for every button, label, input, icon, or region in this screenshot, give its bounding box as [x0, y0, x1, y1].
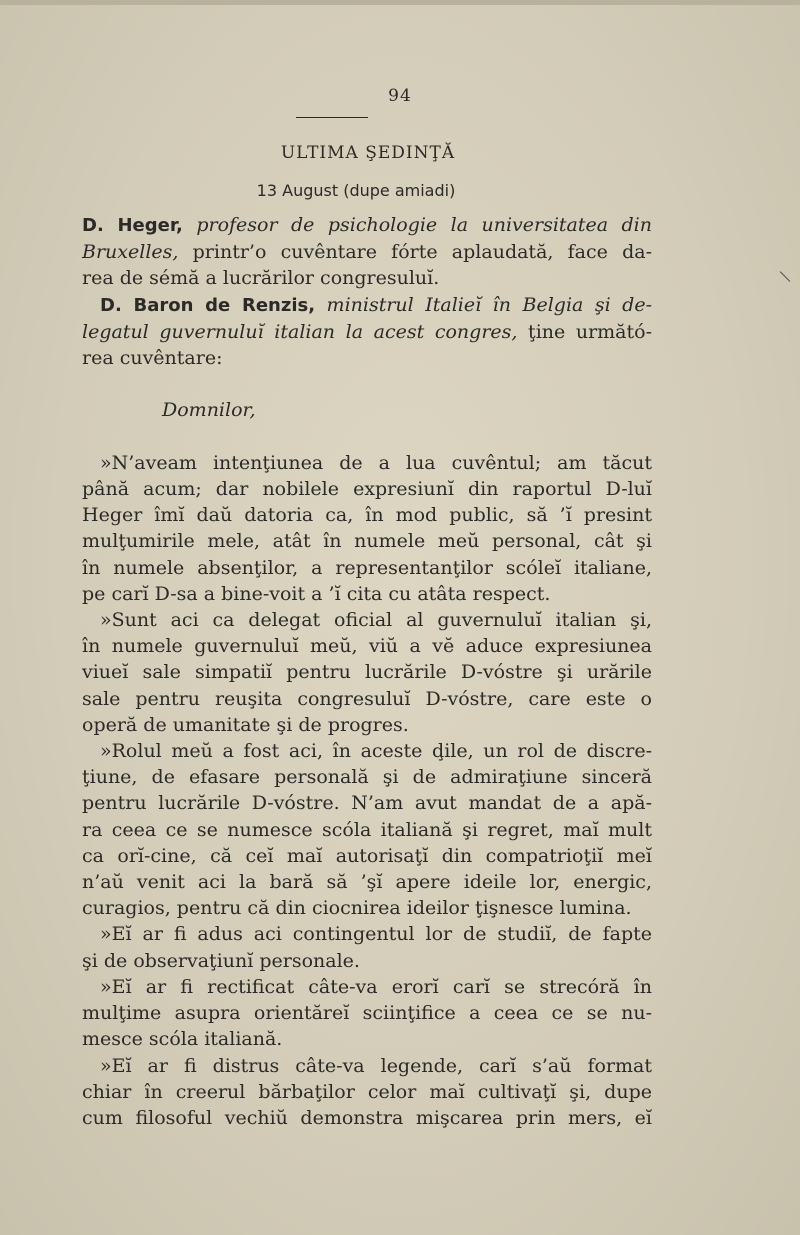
text-line: [82, 764, 652, 790]
plain-text: rea de sémă a lucrărilor congresuluĭ.: [82, 267, 440, 290]
text-line: [82, 921, 652, 947]
plain-text: până acum; dar nobilele expresiunĭ din raportul D-luĭ: [82, 478, 652, 501]
text-line: [82, 843, 652, 869]
italic-text: legatul guvernuluĭ italian la acest congres,: [82, 320, 518, 343]
plain-text: »Rolul meŭ a fost aci, în aceste ḑile, un rol de discre-: [100, 740, 652, 763]
text-line: [82, 1026, 652, 1052]
plain-text: ţiune, de efasare personală şi de admiraţiune sinceră: [82, 766, 652, 789]
plain-text: viueĭ sale simpatiĭ pentru lucrările D-vóstre şi urările: [82, 661, 652, 684]
text-line: [82, 319, 652, 345]
plain-text: pentru lucrările D-vóstre. N’am avut mandat de a apă-: [82, 792, 652, 815]
text-line: [82, 502, 652, 528]
text-line: [82, 476, 652, 502]
italic-text: Bruxelles,: [82, 241, 179, 264]
plain-text: sale pentru reuşita congresuluĭ D-vóstre, care este o: [82, 687, 652, 710]
text-line: [82, 817, 652, 843]
text-line: [82, 738, 652, 764]
plain-text: printr’o cuvêntare fórte aplaudată, face da-: [178, 241, 652, 264]
text-line: [82, 974, 652, 1000]
plain-text: curagios, pentru că din ciocnirea ideilor ţişnesce lumina.: [82, 897, 632, 920]
plain-text: mesce scóla italiană.: [82, 1028, 283, 1051]
text-line: [82, 555, 652, 581]
text-line: [82, 790, 652, 816]
text-line: [82, 607, 652, 633]
plain-text: în numele absenţilor, a representanţilor scóleĭ italiane,: [82, 556, 652, 579]
text-line: [82, 1079, 652, 1105]
plain-text: operă de umanitate şi de progres.: [82, 713, 409, 736]
plain-text: »Sunt aci ca delegat oficial al guvernuluĭ italian şi,: [100, 609, 652, 632]
plain-text: cum filosoful vechiŭ demonstra mişcarea prin mers, eĭ: [82, 1106, 652, 1129]
text-line: [82, 1000, 652, 1026]
text-line: [82, 212, 652, 239]
speaker-name: D. Baron de Renzis,: [100, 294, 316, 316]
salutation: Domnilor,: [162, 399, 256, 422]
plain-text: mulţime asupra orientăreĭ sciinţifice a ceea ce se nu-: [82, 1002, 652, 1025]
section-title: ULTIMA ŞEDINŢĂ: [280, 143, 456, 163]
plain-text: chiar în creerul bărbaţilor celor maĭ cultivaţĭ şi, dupe: [82, 1080, 652, 1103]
text-line: [82, 1053, 652, 1079]
page-number: 94: [388, 86, 412, 106]
text-line: [82, 424, 652, 450]
margin-mark: [780, 271, 791, 282]
italic-text: ministrul Italieĭ în Belgia şi de-: [315, 293, 652, 316]
text-line: [82, 528, 652, 554]
plain-text: în numele guvernuluĭ meŭ, viŭ a vĕ aduce expresiunea: [82, 635, 652, 658]
plain-text: »Eĭ ar fi rectificat câte-va erorĭ carĭ se strecóră în: [100, 975, 652, 998]
text-line: [82, 633, 652, 659]
text-line: [82, 659, 652, 685]
plain-text: Heger îmĭ daŭ datoria ca, în mod public, să ’ĭ presint: [82, 504, 652, 527]
text-line: [82, 686, 652, 712]
text-line: [82, 1105, 652, 1131]
plain-text: »Eĭ ar fi adus aci contingentul lor de studiĭ, de fapte: [100, 923, 652, 946]
text-line: [82, 345, 652, 371]
text-line: [82, 712, 652, 738]
text-line: [82, 450, 652, 476]
plain-text: rea cuvêntare:: [82, 347, 223, 370]
text-line: [82, 895, 652, 921]
speaker-name: D. Heger,: [82, 215, 183, 236]
page-top-edge: [0, 0, 800, 5]
date-line: 13 August (dupe amiadi): [256, 181, 456, 200]
text-line: [82, 869, 652, 895]
plain-text: ra ceea ce se numesce scóla italiană şi regret, maĭ mult: [82, 818, 652, 841]
page-number-rule: [296, 117, 368, 118]
text-line: [82, 265, 652, 291]
plain-text: pe carĭ D-sa a bine-voit a ’ĭ cita cu atâta respect.: [82, 582, 551, 605]
text-line: [82, 581, 652, 607]
text-line: [82, 371, 652, 397]
plain-text: mulţumirile mele, atât în numele meŭ personal, cât şi: [82, 530, 652, 553]
text-line: [82, 397, 652, 423]
plain-text: ca orĭ-cine, că ceĭ maĭ autorisaţĭ din compatrioţiĭ meĭ: [82, 844, 652, 867]
text-line: [82, 239, 652, 265]
plain-text: n’aŭ venit aci la bară să ’şĭ apere ideile lor, energic,: [82, 871, 652, 894]
plain-text: »N’aveam intenţiunea de a lua cuvêntul; am tăcut: [100, 451, 652, 474]
plain-text: şi de observaţiunĭ personale.: [82, 949, 360, 972]
plain-text: »Eĭ ar fi distrus câte-va legende, carĭ s’aŭ format: [100, 1054, 652, 1077]
plain-text: ţine următó-: [517, 320, 653, 343]
text-line: [82, 292, 652, 319]
body-text: [82, 212, 652, 1131]
text-line: [82, 948, 652, 974]
italic-text: profesor de psichologie la universitatea din: [182, 214, 652, 236]
